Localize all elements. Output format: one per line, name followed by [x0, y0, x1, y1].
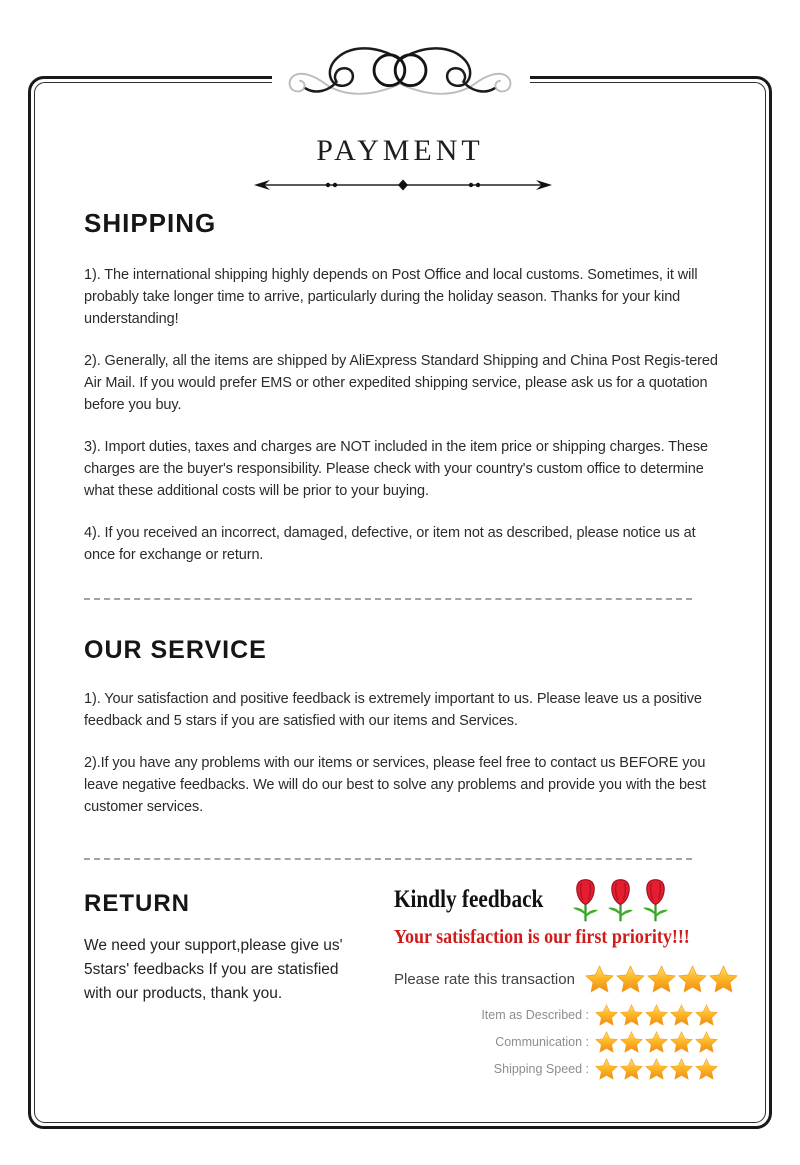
star-icon	[645, 1031, 668, 1053]
rating-row-item-as-described	[394, 1001, 718, 1028]
shipping-paragraph: 3). Import duties, taxes and charges are NOT included in the item price or shipping charges. These charges are the buyer's responsibility. Please check with your country's custom office to determine what these additional costs will be prior to your buying.	[84, 439, 708, 499]
star-icon	[585, 965, 614, 993]
service-paragraph: 2).If you have any problems with our items or services, please feel free to contact us BEFORE you leave negative feedbacks. We will do our best to solve any problems and provide you with the best customer services.	[84, 755, 706, 815]
service-heading: OUR SERVICE	[84, 636, 267, 664]
star-icon	[695, 1004, 718, 1026]
rating-rows	[394, 1001, 718, 1082]
star-icon	[670, 1004, 693, 1026]
feedback-slogan: Your satisfaction is our first priority!!!	[394, 926, 690, 948]
shipping-paragraph: 1). The international shipping highly depends on Post Office and local customs. Sometimes, it will probably take longer time to arrive, particularly during the holiday season. Thanks for your kind understanding!	[84, 267, 698, 327]
star-icon	[670, 1058, 693, 1080]
star-icon	[670, 1031, 693, 1053]
feedback-title: Kindly feedback	[394, 886, 544, 913]
section-divider	[84, 598, 692, 600]
page-title: PAYMENT	[316, 134, 484, 167]
feedback-section	[394, 886, 718, 1082]
main-content	[84, 208, 718, 1082]
rating-label: Communication :	[495, 1034, 589, 1049]
rose-icon	[642, 878, 669, 924]
star-icon	[645, 1004, 668, 1026]
rating-row-shipping-speed	[394, 1055, 718, 1082]
return-heading: RETURN	[84, 890, 190, 917]
star-rating	[595, 1058, 718, 1080]
rating-label: Shipping Speed :	[493, 1061, 589, 1076]
star-icon	[678, 965, 707, 993]
rate-transaction-label: Please rate this transaction	[394, 970, 575, 988]
star-icon	[647, 965, 676, 993]
star-icon	[695, 1031, 718, 1053]
flourish-ornament	[275, 40, 525, 112]
star-rating	[585, 965, 738, 993]
star-rating	[595, 1004, 718, 1026]
star-icon	[620, 1031, 643, 1053]
star-rating	[595, 1031, 718, 1053]
arrow-divider	[253, 177, 553, 193]
star-icon	[620, 1004, 643, 1026]
return-section	[84, 886, 376, 1022]
star-icon	[595, 1004, 618, 1026]
star-icon	[645, 1058, 668, 1080]
star-icon	[695, 1058, 718, 1080]
rose-icons	[572, 878, 669, 924]
rose-icon	[607, 878, 634, 924]
star-icon	[595, 1031, 618, 1053]
return-text: We need your support,please give us' 5stars' feedbacks If you are statisfied with our products, thank you.	[84, 937, 343, 1002]
shipping-paragraph: 4). If you received an incorrect, damaged, defective, or item not as described, please notice us at once for exchange or return.	[84, 525, 696, 563]
feedback-title-row	[394, 886, 718, 924]
star-icon	[709, 965, 738, 993]
shipping-paragraph: 2). Generally, all the items are shipped by AliExpress Standard Shipping and China Post Regis-tered Air Mail. If you would prefer EMS or other expedited shipping service, please ask us for a quotation before you buy.	[84, 353, 718, 413]
star-icon	[620, 1058, 643, 1080]
bottom-row	[84, 886, 718, 1082]
star-icon	[616, 965, 645, 993]
shipping-heading: SHIPPING	[84, 208, 217, 238]
service-paragraph: 1). Your satisfaction and positive feedback is extremely important to us. Please leave us a positive feedback and 5 stars if you are satisfied with our items and Services.	[84, 691, 702, 729]
rose-icon	[572, 878, 599, 924]
rate-transaction-row	[394, 965, 718, 993]
star-icon	[595, 1058, 618, 1080]
rating-label: Item as Described :	[481, 1007, 589, 1022]
section-divider	[84, 858, 692, 860]
rating-row-communication	[394, 1028, 718, 1055]
